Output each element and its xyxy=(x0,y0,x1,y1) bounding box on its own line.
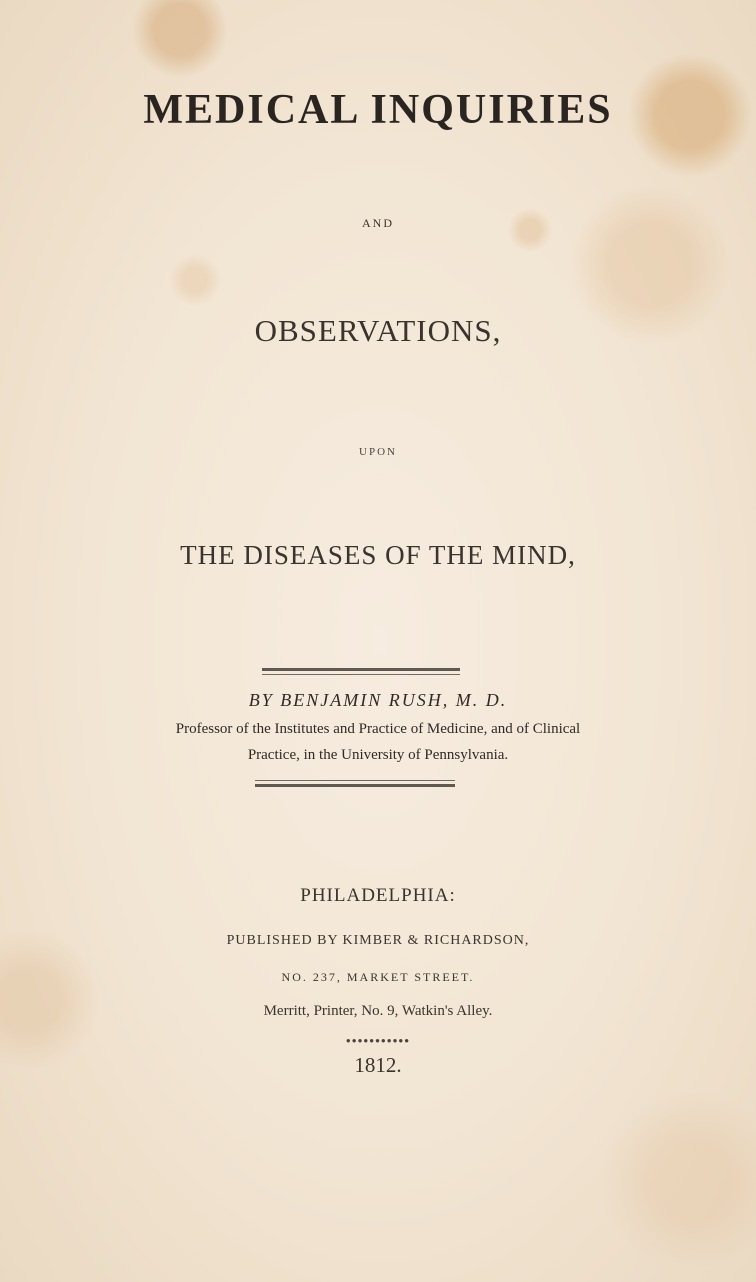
rule-thick xyxy=(262,668,460,671)
affiliation-line-2: Practice, in the University of Pennsylvania. xyxy=(247,747,509,763)
rule-thin xyxy=(262,674,460,675)
title-line-2: OBSERVATIONS, xyxy=(254,313,502,348)
printer-line: Merritt, Printer, No. 9, Watkin's Alley. xyxy=(263,1003,493,1019)
dotted-ornament: ●●●●●●●●●●● xyxy=(345,1036,411,1045)
publisher-line: PUBLISHED BY KIMBER & RICHARDSON, xyxy=(226,933,530,948)
rule-thick xyxy=(255,784,455,787)
rule-thin xyxy=(255,780,455,781)
title-line-1: MEDICAL INQUIRIES xyxy=(143,87,613,133)
preposition-upon: UPON xyxy=(359,446,397,458)
publication-year: 1812. xyxy=(354,1053,402,1077)
affiliation-line-1: Professor of the Institutes and Practice of Medicine, and of Clinical xyxy=(175,721,581,737)
decorative-rule-bottom xyxy=(255,780,455,787)
title-line-3: THE DISEASES OF THE MIND, xyxy=(180,540,576,570)
author-line: BY BENJAMIN RUSH, M. D. xyxy=(248,690,508,710)
decorative-rule-top xyxy=(262,668,460,675)
address-line: NO. 237, MARKET STREET. xyxy=(281,970,475,984)
place-of-publication: PHILADELPHIA: xyxy=(300,885,456,906)
conjunction-and: AND xyxy=(362,216,394,230)
